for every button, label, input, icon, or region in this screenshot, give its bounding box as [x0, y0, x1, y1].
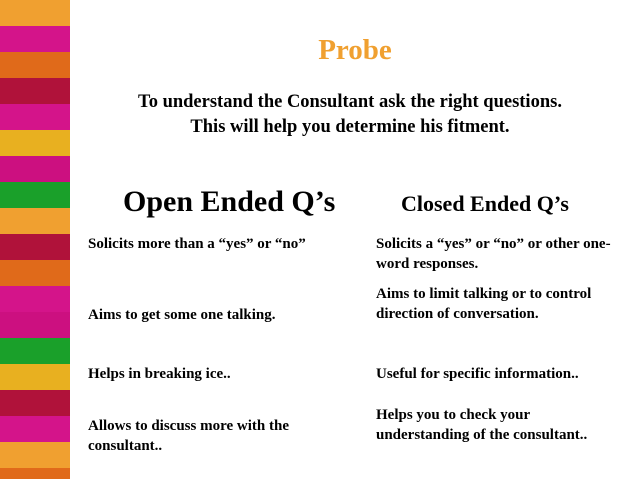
- closed-ended-point: Useful for specific information..: [376, 366, 579, 382]
- closed-ended-point: Solicits a “yes” or “no” or other one-word responses.: [376, 236, 611, 272]
- open-ended-point: Aims to get some one talking.: [88, 307, 276, 323]
- closed-ended-heading: Closed Ended Q’s: [401, 191, 569, 216]
- closed-ended-point: Helps you to check your understanding of the consultant..: [376, 407, 588, 443]
- closed-ended-point: Aims to limit talking or to control direction of conversation.: [376, 286, 592, 322]
- open-ended-heading: Open Ended Q’s: [123, 185, 336, 218]
- slide-title: Probe: [318, 34, 392, 66]
- open-ended-point: Solicits more than a “yes” or “no”: [88, 236, 306, 252]
- open-ended-point: Allows to discuss more with the consultant..: [88, 418, 289, 454]
- slide-subtitle: To understand the Consultant ask the right questions. This will help you determine his fitment.: [138, 92, 562, 137]
- open-ended-point: Helps in breaking ice..: [88, 366, 231, 382]
